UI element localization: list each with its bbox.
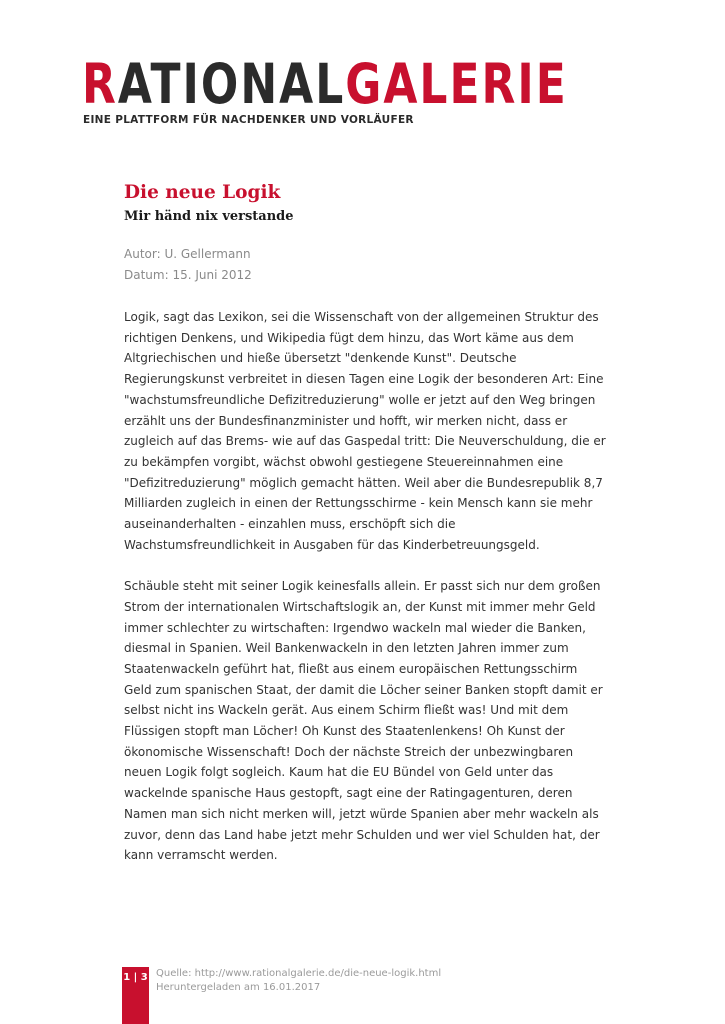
article-meta <box>124 244 584 286</box>
paragraph-line: Flüssigen stopft man Löcher! Oh Kunst des Staatenlenkens! Oh Kunst der <box>124 724 565 739</box>
site-tagline: EINE PLATTFORM FÜR NACHDENKER UND VORLÄUFER <box>83 114 414 126</box>
paragraph-line: "wachstumsfreundliche Defizitreduzierung" wolle er jetzt auf den Weg bringen <box>124 392 596 407</box>
article-title: Die neue Logik <box>124 182 281 203</box>
footer-source-url[interactable]: Quelle: http://www.rationalgalerie.de/die-neue-logik.html <box>156 968 442 979</box>
paragraph-line: ökonomische Wissenschaft! Doch der nächste Streich der unbezwingbaren <box>124 744 574 759</box>
article-subtitle: Mir händ nix verstande <box>124 209 294 224</box>
paragraph-line: zuvor, denn das Land habe jetzt mehr Schulden und wer viel Schulden hat, der <box>124 827 600 842</box>
logo-letter-r: R <box>82 52 118 116</box>
logo-word-rational: ATIONAL <box>117 52 346 116</box>
article-paragraph <box>124 576 603 866</box>
paragraph-line: Regierungskunst verbreitet in diesen Tagen eine Logik der besonderen Art: Eine <box>124 372 604 387</box>
paragraph-line: wackelnde spanische Haus gestopft, sagt eine der Ratingagenturen, deren <box>124 786 573 801</box>
paragraph-line: immer schlechter zu wirtschaften: Irgendwo wackeln mal wieder die Banken, <box>124 620 586 635</box>
paragraph-line: selbst nicht ins Wackeln gerät. Aus einem Schirm fließt was! Und mit dem <box>124 703 569 718</box>
paragraph-line: Namen man sich nicht merken will, jetzt würde Spanien aber mehr wackeln als <box>124 806 599 821</box>
paragraph-line: diesmal in Spanien. Weil Bankenwackeln in den letzten Jahren immer zum <box>124 641 569 656</box>
logo-word-galerie: GALERIE <box>345 52 568 116</box>
paragraph-line: zugleich auf das Brems- wie auf das Gaspedal tritt: Die Neuverschuldung, die er <box>124 434 606 449</box>
article-date: Datum: 15. Juni 2012 <box>124 268 252 282</box>
paragraph-line: auseinanderhalten - einzahlen muss, erschöpft sich die <box>124 517 456 532</box>
paragraph-line: Strom der internationalen Wirtschaftslogik an, der Kunst mit immer mehr Geld <box>124 599 596 614</box>
article-author: Autor: U. Gellermann <box>124 247 251 261</box>
footer-download-date: Heruntergeladen am 16.01.2017 <box>156 982 321 993</box>
paragraph-line: Wachstumsfreundlichkeit in Ausgaben für das Kinderbetreuungsgeld. <box>124 537 540 552</box>
paragraph-line: neuen Logik folgt sogleich. Kaum hat die EU Bündel von Geld unter das <box>124 765 554 780</box>
paragraph-line: erzählt uns der Bundesfinanzminister und hofft, wir merken nicht, dass er <box>124 413 568 428</box>
paragraph-line: Milliarden zugleich in einen der Rettungsschirme - kein Mensch kann sie mehr <box>124 496 593 511</box>
paragraph-line: Altgriechischen und hieße übersetzt "denkende Kunst". Deutsche <box>124 351 517 366</box>
paragraph-line: Staatenwackeln geführt hat, fließt aus einem europäischen Rettungsschirm <box>124 661 578 676</box>
page-number-badge <box>122 967 149 1024</box>
paragraph-line: "Defizitreduzierung" möglich gemacht hätten. Weil aber die Bundesrepublik 8,7 <box>124 475 603 490</box>
paragraph-line: Schäuble steht mit seiner Logik keinesfalls allein. Er passt sich nur dem großen <box>124 579 601 594</box>
paragraph-line: Geld zum spanischen Staat, der damit die Löcher seiner Banken stopft damit er <box>124 682 603 697</box>
paragraph-line: richtigen Denkens, und Wikipedia fügt dem hinzu, das Wort käme aus dem <box>124 330 574 345</box>
page-number: 1 | 3 <box>123 972 148 983</box>
paragraph-line: Logik, sagt das Lexikon, sei die Wissenschaft von der allgemeinen Struktur des <box>124 310 599 324</box>
footer-source <box>156 967 441 995</box>
article-paragraph <box>124 307 606 555</box>
article-body <box>124 307 606 866</box>
site-logo[interactable] <box>82 52 568 116</box>
paragraph-line: kann verramscht werden. <box>124 848 278 863</box>
article <box>124 180 606 887</box>
paragraph-line: zu bekämpfen vorgibt, wächst obwohl gestiegene Steuereinnahmen eine <box>124 454 564 469</box>
